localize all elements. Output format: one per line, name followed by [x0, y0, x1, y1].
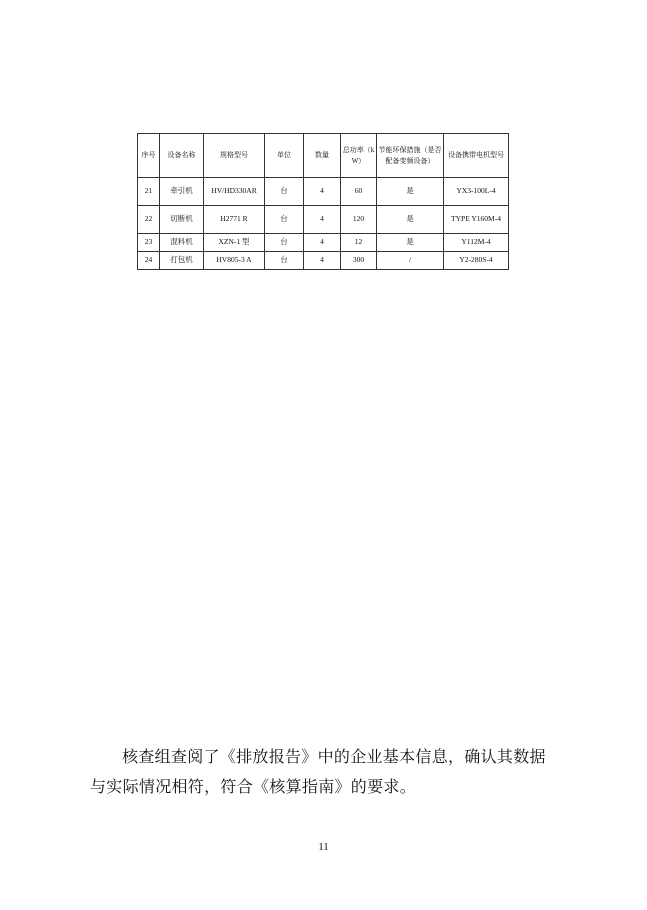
cell-model: HV805-3 A: [204, 252, 265, 270]
cell-equipment-name: 切断机: [160, 206, 204, 234]
cell-seq: 21: [138, 178, 160, 206]
table-row: [138, 252, 509, 270]
cell-unit: 台: [265, 234, 304, 252]
cell-unit: 台: [265, 252, 304, 270]
paragraph: 核查组查阅了《排放报告》中的企业基本信息，确认其数据与实际情况相符，符合《核算指南》的要求。: [90, 749, 546, 796]
header-model: 规格型号: [204, 134, 265, 178]
cell-motor-model: TYPE Y160M-4: [444, 206, 509, 234]
cell-energy-measures: 是: [377, 234, 444, 252]
cell-motor-model: Y2-280S-4: [444, 252, 509, 270]
header-total-power: 总功率（kW）: [341, 134, 377, 178]
cell-energy-measures: 是: [377, 178, 444, 206]
table-row: [138, 206, 509, 234]
cell-equipment-name: 牵引机: [160, 178, 204, 206]
cell-total-power: 120: [341, 206, 377, 234]
cell-seq: 24: [138, 252, 160, 270]
header-motor-model: 设备携带电机型号: [444, 134, 509, 178]
body-text: [90, 743, 560, 803]
equipment-table: [137, 133, 509, 270]
cell-quantity: 4: [304, 178, 341, 206]
header-seq: 序号: [138, 134, 160, 178]
header-quantity: 数量: [304, 134, 341, 178]
cell-total-power: 300: [341, 252, 377, 270]
cell-energy-measures: 是: [377, 206, 444, 234]
cell-quantity: 4: [304, 252, 341, 270]
page-number: 11: [318, 841, 329, 853]
cell-unit: 台: [265, 178, 304, 206]
header-equipment-name: 设备名称: [160, 134, 204, 178]
table-row: [138, 178, 509, 206]
cell-model: HV/HD330AR: [204, 178, 265, 206]
cell-equipment-name: 混料机: [160, 234, 204, 252]
table-row: [138, 234, 509, 252]
cell-model: XZN-1 型: [204, 234, 265, 252]
header-unit: 单位: [265, 134, 304, 178]
table-header-row: [138, 134, 509, 178]
cell-motor-model: Y112M-4: [444, 234, 509, 252]
cell-seq: 22: [138, 206, 160, 234]
cell-quantity: 4: [304, 206, 341, 234]
cell-total-power: 60: [341, 178, 377, 206]
cell-total-power: 12: [341, 234, 377, 252]
cell-model: H2771 R: [204, 206, 265, 234]
cell-unit: 台: [265, 206, 304, 234]
cell-equipment-name: 打包机: [160, 252, 204, 270]
cell-energy-measures: /: [377, 252, 444, 270]
cell-quantity: 4: [304, 234, 341, 252]
header-energy-measures: 节能环保措施（是否配备变频设备）: [377, 134, 444, 178]
cell-motor-model: YX3-100L-4: [444, 178, 509, 206]
cell-seq: 23: [138, 234, 160, 252]
